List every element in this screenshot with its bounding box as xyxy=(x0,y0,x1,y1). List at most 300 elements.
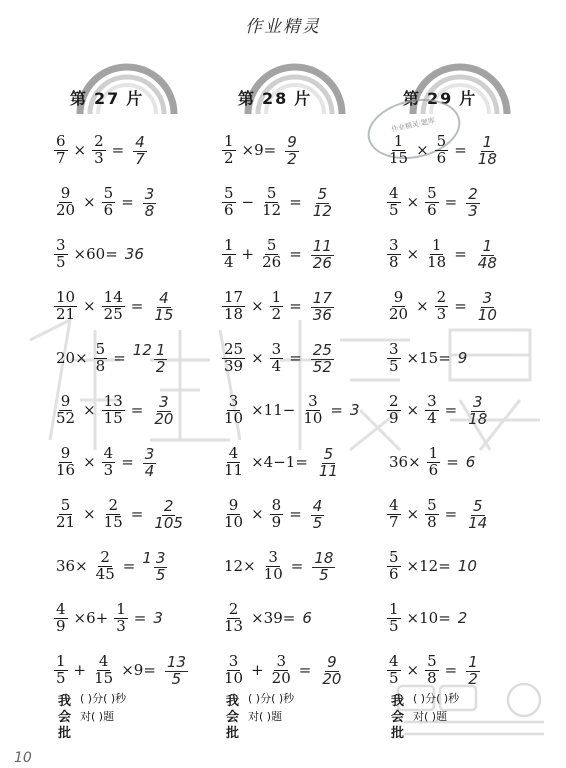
denominator: 8 xyxy=(95,356,106,375)
fraction xyxy=(102,287,125,323)
denominator: 4 xyxy=(144,461,155,480)
operator: × xyxy=(406,505,420,523)
fraction xyxy=(311,340,334,376)
denominator: 5 xyxy=(389,356,399,375)
problem-row xyxy=(52,494,187,534)
operator: = xyxy=(130,505,144,523)
whole-part: 12 xyxy=(132,340,152,359)
card-title-prefix: 第 xyxy=(70,89,89,108)
denominator: 4 xyxy=(427,408,437,427)
fraction xyxy=(54,391,77,427)
problem-row xyxy=(52,182,158,222)
fraction xyxy=(114,599,128,635)
review-label-hui: 会 xyxy=(391,710,405,725)
problem-row xyxy=(385,286,501,326)
operator: ×15= xyxy=(406,349,451,367)
problem-row xyxy=(220,338,336,378)
practice-card-29 xyxy=(385,60,565,760)
review-correct-line: 对( )题 xyxy=(413,710,448,723)
operator: ×39= xyxy=(251,609,296,627)
numerator: 5 xyxy=(427,183,437,202)
denominator: 105 xyxy=(154,513,183,532)
denominator: 8 xyxy=(427,512,437,531)
answer-value: 6 xyxy=(302,609,312,627)
denominator: 2 xyxy=(224,148,234,167)
numerator: 2 xyxy=(228,599,239,618)
denominator: 18 xyxy=(477,149,497,168)
fraction xyxy=(54,131,68,167)
operator: = xyxy=(444,661,458,679)
review-time-line: ( )分( )秒 xyxy=(248,692,295,705)
numerator: 5 xyxy=(436,131,447,150)
fraction xyxy=(94,339,108,375)
operator: = xyxy=(454,141,467,159)
denominator: 9 xyxy=(271,512,282,531)
denominator: 7 xyxy=(56,148,66,167)
fraction xyxy=(222,391,245,427)
denominator: 5 xyxy=(389,668,399,687)
handwritten-answer xyxy=(350,401,360,419)
denominator: 5 xyxy=(171,669,182,688)
fraction xyxy=(262,547,285,583)
review-time-line: ( )分( )秒 xyxy=(80,692,127,705)
handwritten-answer xyxy=(131,133,149,168)
numerator: 3 xyxy=(268,547,278,566)
denominator: 4 xyxy=(224,252,234,271)
denominator: 20 xyxy=(154,409,174,428)
denominator: 2 xyxy=(287,149,297,168)
operator: = xyxy=(330,401,343,419)
handwritten-answer xyxy=(142,549,169,584)
handwritten-answer xyxy=(163,653,190,688)
numerator: 1 xyxy=(389,599,399,618)
problem-row xyxy=(52,598,163,638)
handwritten-answer xyxy=(464,497,491,532)
denominator: 10 xyxy=(263,564,283,583)
fraction xyxy=(476,288,499,324)
fraction xyxy=(222,183,236,219)
numerator: 1 xyxy=(468,652,478,671)
handwritten-answer xyxy=(283,133,301,168)
denominator: 18 xyxy=(224,304,244,323)
whole-part: 1 xyxy=(142,548,152,567)
fraction xyxy=(54,183,77,219)
fraction xyxy=(312,548,335,584)
handwritten-answer xyxy=(133,341,170,376)
denominator: 15 xyxy=(94,668,114,687)
review-label-hui: 会 xyxy=(58,710,72,725)
operator: = xyxy=(454,297,467,315)
operator: × xyxy=(406,401,420,419)
operator: = xyxy=(111,141,125,159)
numerator: 14 xyxy=(103,287,123,306)
numerator: 17 xyxy=(312,288,332,307)
fraction xyxy=(54,495,77,531)
review-time-line: ( )分( )秒 xyxy=(413,692,460,705)
handwritten-answer xyxy=(309,497,327,532)
problem-row xyxy=(52,390,177,430)
denominator: 48 xyxy=(477,253,497,272)
numerator: 9 xyxy=(60,183,71,202)
problem-row xyxy=(52,286,177,326)
fraction xyxy=(270,495,284,531)
operator: × xyxy=(406,661,420,679)
problem-row xyxy=(220,130,301,170)
operator: = xyxy=(121,453,134,471)
fraction xyxy=(425,391,439,427)
card-number: 29 xyxy=(427,89,454,108)
numerator: 25 xyxy=(224,339,244,358)
denominator: 6 xyxy=(427,200,437,219)
numerator: 5 xyxy=(224,183,234,202)
handwritten-answer xyxy=(458,557,477,575)
numerator: 13 xyxy=(103,391,123,410)
fraction xyxy=(425,183,439,219)
fraction xyxy=(387,183,401,219)
handwritten-answer xyxy=(150,289,177,324)
handwritten-answer xyxy=(309,237,336,272)
fraction xyxy=(387,235,401,271)
handwritten-answer xyxy=(150,497,187,532)
operator: ×10= xyxy=(406,609,451,627)
denominator: 15 xyxy=(103,512,123,531)
numerator: 5 xyxy=(389,547,399,566)
problem-row xyxy=(220,286,336,326)
operator: = xyxy=(130,401,144,419)
numerator: 2 xyxy=(468,184,478,203)
operator: = xyxy=(289,297,302,315)
operator: = xyxy=(444,193,458,211)
numerator: 1 xyxy=(482,132,493,151)
problem-row xyxy=(52,442,158,482)
denominator: 10 xyxy=(224,668,244,687)
operator: × xyxy=(83,453,96,471)
fraction xyxy=(92,131,106,167)
fraction xyxy=(387,599,401,635)
fraction xyxy=(54,651,68,687)
handwritten-answer xyxy=(309,289,336,324)
operator: 36× xyxy=(389,453,421,471)
numerator: 3 xyxy=(389,235,399,254)
numerator: 5 xyxy=(323,444,334,463)
fraction xyxy=(222,235,236,271)
operator: × xyxy=(83,401,96,419)
denominator: 21 xyxy=(56,304,76,323)
fraction xyxy=(387,339,401,375)
denominator: 6 xyxy=(436,148,447,167)
fraction xyxy=(425,495,439,531)
numerator: 3 xyxy=(228,651,239,670)
operator: ×12= xyxy=(406,557,451,575)
operator: 20× xyxy=(56,349,88,367)
denominator: 2 xyxy=(468,669,478,688)
denominator: 6 xyxy=(389,564,399,583)
fraction xyxy=(102,443,116,479)
fraction xyxy=(222,339,245,375)
operator: = xyxy=(113,349,126,367)
operator: = xyxy=(290,557,304,575)
numerator: 9 xyxy=(327,652,337,671)
problem-row xyxy=(385,650,482,690)
numerator: 9 xyxy=(393,287,404,306)
handwritten-answer xyxy=(302,609,312,627)
operator: = xyxy=(133,609,147,627)
denominator: 16 xyxy=(56,460,76,479)
denominator: 5 xyxy=(389,616,399,635)
numerator: 9 xyxy=(60,443,71,462)
operator: × xyxy=(83,505,96,523)
fraction xyxy=(466,496,489,532)
numerator: 1 xyxy=(224,131,234,150)
numerator: 4 xyxy=(135,132,145,151)
fraction xyxy=(133,132,147,168)
review-label-wo: 我 xyxy=(58,694,72,709)
operator: ×9= xyxy=(241,141,277,159)
denominator: 5 xyxy=(155,565,166,584)
operator: × xyxy=(83,297,96,315)
numerator: 2 xyxy=(100,547,110,566)
denominator: 6 xyxy=(224,200,234,219)
numerator: 3 xyxy=(271,339,282,358)
denominator: 52 xyxy=(312,357,332,376)
numerator: 5 xyxy=(473,496,483,515)
fraction xyxy=(102,391,125,427)
denominator: 9 xyxy=(56,616,66,635)
operator: − xyxy=(241,193,255,211)
numerator: 9 xyxy=(287,132,297,151)
fraction xyxy=(260,183,283,219)
problem-row xyxy=(52,130,149,170)
handwritten-answer xyxy=(474,133,501,168)
denominator: 15 xyxy=(154,305,174,324)
fraction xyxy=(476,132,499,168)
operator: = xyxy=(289,193,302,211)
fraction xyxy=(152,496,185,532)
denominator: 20 xyxy=(271,668,291,687)
fraction xyxy=(387,391,401,427)
operator: = xyxy=(289,245,302,263)
numerator: 5 xyxy=(103,183,114,202)
problem-row xyxy=(220,650,345,690)
fraction xyxy=(466,652,480,688)
numerator: 3 xyxy=(144,184,155,203)
operator: = xyxy=(121,193,134,211)
operator: × xyxy=(83,193,96,211)
fraction xyxy=(476,236,499,272)
handwritten-answer xyxy=(458,349,468,367)
fraction xyxy=(387,495,401,531)
fraction xyxy=(285,132,299,168)
denominator: 8 xyxy=(144,201,155,220)
handwritten-answer xyxy=(309,341,336,376)
operator: ×4−1= xyxy=(251,453,308,471)
operator: × xyxy=(416,297,429,315)
numerator: 5 xyxy=(427,651,437,670)
numerator: 1 xyxy=(393,131,404,150)
card-header xyxy=(385,60,565,134)
fraction xyxy=(222,443,245,479)
numerator: 4 xyxy=(103,443,114,462)
fraction xyxy=(222,131,236,167)
review-label-wo: 我 xyxy=(391,694,405,709)
numerator: 3 xyxy=(155,548,166,567)
denominator: 5 xyxy=(56,668,66,687)
review-label-pi: 批 xyxy=(58,726,72,741)
denominator: 13 xyxy=(224,616,244,635)
fraction xyxy=(92,651,115,687)
denominator: 3 xyxy=(436,304,447,323)
fraction xyxy=(143,444,157,480)
numerator: 5 xyxy=(60,495,71,514)
numerator: 3 xyxy=(473,392,483,411)
numerator: 2 xyxy=(436,287,447,306)
answer-value: 10 xyxy=(457,557,477,575)
fraction xyxy=(320,652,343,688)
numerator: 5 xyxy=(266,183,277,202)
handwritten-answer xyxy=(153,609,163,627)
fraction xyxy=(154,548,168,584)
denominator: 26 xyxy=(262,252,282,271)
operator: 12× xyxy=(224,557,256,575)
operator: × xyxy=(251,297,264,315)
denominator: 15 xyxy=(103,408,123,427)
answer-value: 3 xyxy=(350,401,360,419)
numerator: 3 xyxy=(56,235,66,254)
card-header xyxy=(52,60,232,118)
denominator: 7 xyxy=(135,149,145,168)
operator: × xyxy=(406,193,420,211)
operator: ×9= xyxy=(121,661,156,679)
numerator: 4 xyxy=(389,183,399,202)
problem-row xyxy=(220,234,336,274)
numerator: 1 xyxy=(482,236,493,255)
review-label-pi: 批 xyxy=(391,726,405,741)
problem-row xyxy=(385,234,501,274)
numerator: 5 xyxy=(427,495,437,514)
problem-row xyxy=(385,130,501,170)
fraction xyxy=(435,287,449,323)
fraction xyxy=(466,392,489,428)
numerator: 4 xyxy=(312,496,323,515)
numerator: 9 xyxy=(60,391,71,410)
denominator: 5 xyxy=(56,252,66,271)
operator: ×6+ xyxy=(73,609,109,627)
answer-value: 9 xyxy=(457,349,468,367)
operator: = xyxy=(130,297,144,315)
fraction xyxy=(260,235,283,271)
numerator: 3 xyxy=(482,288,493,307)
fraction xyxy=(311,288,334,324)
problem-row xyxy=(385,442,475,482)
stamp-text: 作业精灵·题库 xyxy=(390,116,436,134)
answer-value: 36 xyxy=(124,245,144,263)
numerator: 3 xyxy=(228,391,239,410)
fraction xyxy=(270,287,284,323)
numerator: 1 xyxy=(271,287,282,306)
denominator: 10 xyxy=(477,305,497,324)
numerator: 17 xyxy=(224,287,244,306)
denominator: 11 xyxy=(224,460,244,479)
numerator: 1 xyxy=(428,443,439,462)
handwritten-answer xyxy=(464,393,491,428)
denominator: 2 xyxy=(271,304,282,323)
handwritten-answer xyxy=(150,393,177,428)
denominator: 5 xyxy=(389,200,399,219)
numerator: 4 xyxy=(98,651,109,670)
denominator: 11 xyxy=(318,461,338,480)
fraction xyxy=(387,131,410,167)
handwritten-answer xyxy=(474,289,501,324)
denominator: 9 xyxy=(389,408,399,427)
numerator: 3 xyxy=(276,651,286,670)
denominator: 36 xyxy=(312,305,332,324)
card-title-suffix: 片 xyxy=(294,89,313,108)
operator: + xyxy=(73,661,87,679)
denominator: 39 xyxy=(224,356,244,375)
numerator: 13 xyxy=(166,652,186,671)
problem-row xyxy=(52,338,169,378)
card-number: 28 xyxy=(262,89,289,108)
fraction xyxy=(466,184,480,220)
handwritten-answer xyxy=(458,609,468,627)
fraction xyxy=(311,184,334,220)
problem-row xyxy=(220,546,337,586)
denominator: 8 xyxy=(427,668,437,687)
review-label-wo: 我 xyxy=(226,694,240,709)
operator: = xyxy=(122,557,136,575)
fraction xyxy=(143,184,157,220)
problem-row xyxy=(220,182,336,222)
denominator: 20 xyxy=(389,304,409,323)
operator: = xyxy=(454,245,467,263)
review-label-pi: 批 xyxy=(226,726,240,741)
numerator: 3 xyxy=(389,339,399,358)
page-title: 作业精灵 xyxy=(245,17,321,37)
operator: = xyxy=(444,505,458,523)
fraction xyxy=(387,651,401,687)
numerator: 4 xyxy=(228,443,239,462)
operator: × xyxy=(251,349,264,367)
denominator: 8 xyxy=(389,252,399,271)
numerator: 6 xyxy=(56,131,66,150)
card-title-prefix: 第 xyxy=(238,89,257,108)
numerator: 18 xyxy=(314,548,334,567)
denominator: 3 xyxy=(94,148,104,167)
fraction xyxy=(102,183,116,219)
problem-row xyxy=(385,494,491,534)
numerator: 2 xyxy=(389,391,399,410)
fraction xyxy=(165,652,188,688)
fraction xyxy=(54,599,68,635)
problem-row xyxy=(385,390,491,430)
fraction xyxy=(425,235,448,271)
fraction xyxy=(270,651,293,687)
denominator: 10 xyxy=(224,512,244,531)
handwritten-answer xyxy=(141,185,159,220)
handwritten-answer xyxy=(464,185,482,220)
numerator: 4 xyxy=(389,495,399,514)
denominator: 6 xyxy=(428,460,439,479)
problem-row xyxy=(385,598,467,638)
denominator: 4 xyxy=(271,356,282,375)
denominator: 20 xyxy=(56,200,76,219)
denominator: 3 xyxy=(116,616,126,635)
numerator: 1 xyxy=(56,651,66,670)
handwritten-answer xyxy=(310,549,337,584)
fraction xyxy=(152,288,175,324)
denominator: 2 xyxy=(155,357,166,376)
denominator: 14 xyxy=(468,513,488,532)
